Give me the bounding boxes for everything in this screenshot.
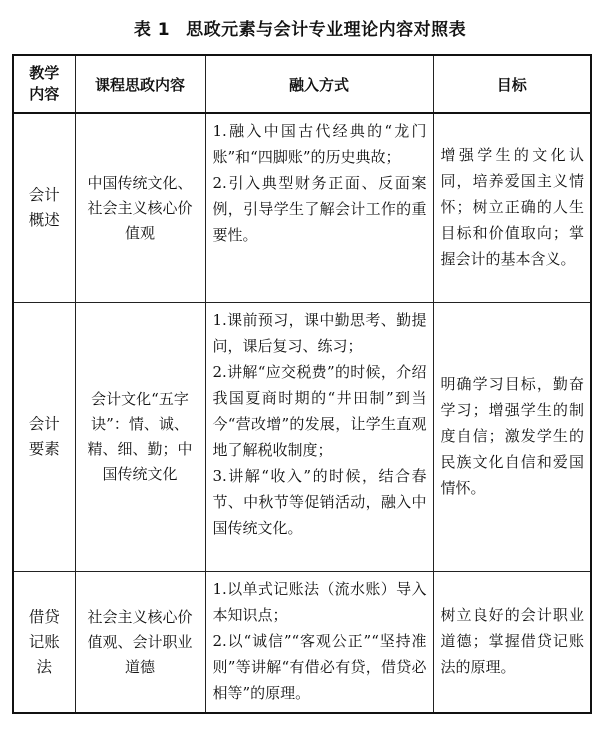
goal-cell: 增强学生的文化认同，培养爱国主义情怀；树立正确的人生目标和价值取向；掌握会计的基本含义。	[433, 113, 591, 303]
topic-line: 会计	[28, 415, 60, 433]
table-title: 思政元素与会计专业理论内容对照表	[186, 19, 467, 40]
header-goal: 目标	[433, 55, 591, 113]
topic-cell	[13, 303, 75, 572]
header-teaching-content	[13, 55, 75, 113]
content-cell: 会计文化“五字诀”：情、诚、精、细、勤；中国传统文化	[75, 303, 205, 572]
header-row	[13, 55, 591, 113]
table-row	[13, 303, 591, 572]
table-row	[13, 113, 591, 303]
goal-cell: 明确学习目标，勤奋学习；增强学生的制度自信；激发学生的民族文化自信和爱国情怀。	[433, 303, 591, 572]
method-item: 2.以“诚信”“客观公正”“坚持准则”等讲解“有借必有贷，借贷必相等”的原理。	[212, 632, 427, 702]
method-item: 2.引入典型财务正面、反面案例，引导学生了解会计工作的重要性。	[212, 174, 427, 244]
method-item: 3.讲解“收入”的时候，结合春节、中秋节等促销活动，融入中国传统文化。	[212, 467, 427, 537]
topic-line: 法	[36, 657, 52, 676]
methods-cell	[205, 113, 433, 303]
method-item: 2.讲解“应交税费”的时候，介绍我国夏商时期的“井田制”到当今“营改增”的发展，让学生直观地了解税收制度；	[212, 363, 427, 459]
content-cell: 中国传统文化、社会主义核心价值观	[75, 113, 205, 303]
table-number: 表 1	[133, 19, 171, 40]
header-integration-method: 融入方式	[205, 55, 433, 113]
method-item: 1.课前预习，课中勤思考、勤提问，课后复习、练习；	[212, 311, 427, 355]
topic-cell	[13, 113, 75, 303]
topic-line: 概述	[28, 211, 60, 229]
table-row	[13, 572, 591, 714]
header-line: 教学	[29, 64, 60, 82]
topic-line: 借贷	[28, 607, 60, 626]
method-item: 1.以单式记账法（流水账）导入本知识点；	[212, 580, 427, 624]
header-line: 内容	[29, 85, 60, 103]
topic-line: 会计	[28, 186, 60, 204]
topic-cell	[13, 572, 75, 714]
methods-cell	[205, 303, 433, 572]
methods-cell	[205, 572, 433, 714]
topic-line: 记账	[28, 632, 60, 651]
method-item: 1.融入中国古代经典的“龙门账”和“四脚账”的历史典故；	[212, 122, 427, 166]
header-ideological-content: 课程思政内容	[75, 55, 205, 113]
topic-line: 要素	[28, 440, 60, 458]
goal-cell: 树立良好的会计职业道德；掌握借贷记账法的原理。	[433, 572, 591, 714]
comparison-table	[12, 54, 592, 714]
content-cell: 社会主义核心价值观、会计职业道德	[75, 572, 205, 714]
table-caption	[0, 0, 600, 54]
